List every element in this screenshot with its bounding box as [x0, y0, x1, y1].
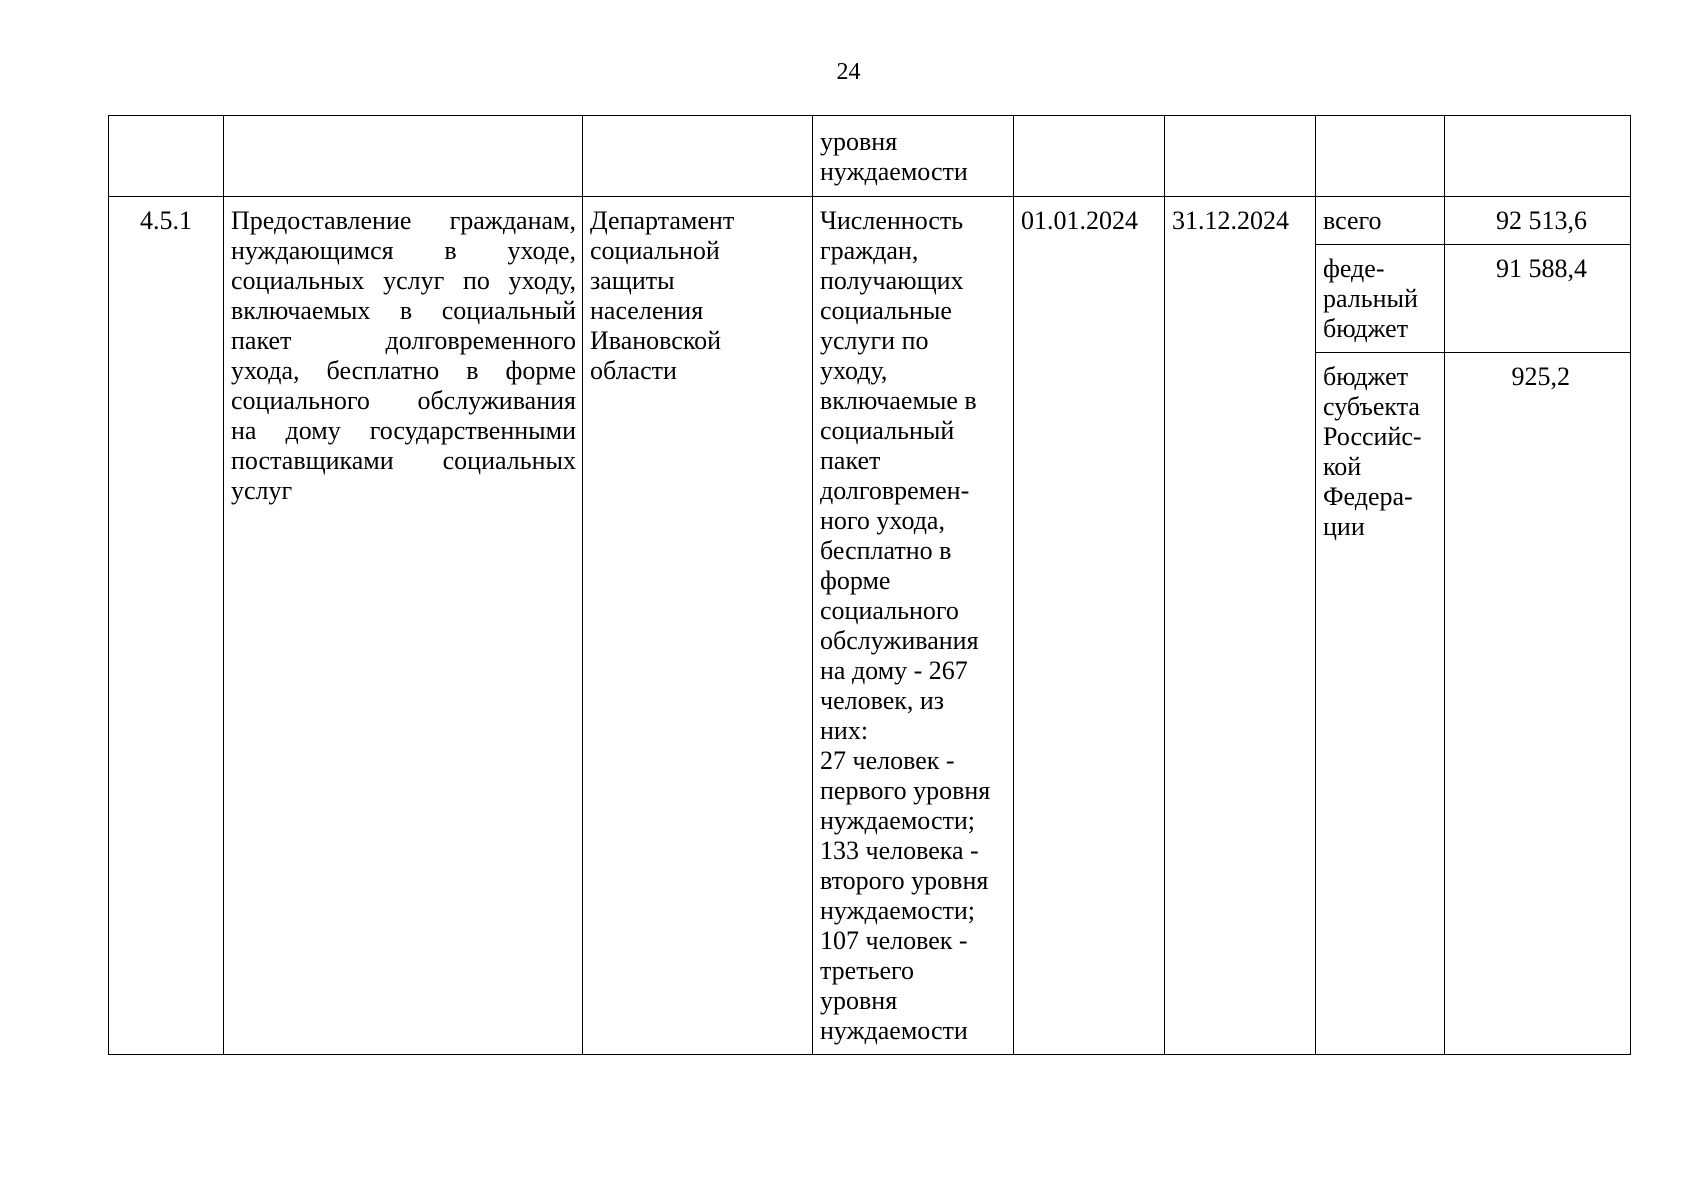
- activity-line: поставщиками социальных: [231, 446, 576, 475]
- activity-line: социальных услуг по уходу,: [231, 266, 576, 295]
- indicator-line: нуждаемости: [820, 157, 968, 186]
- indicator-line: человек, из: [820, 686, 945, 715]
- funding-source-line: феде-: [1323, 254, 1385, 283]
- indicator-line: получающих: [820, 266, 964, 295]
- indicator-line: нуждаемости: [820, 1016, 968, 1045]
- indicator-line: третьего: [820, 956, 914, 985]
- funding-source-line: всего: [1323, 206, 1382, 235]
- cont-executor-cell: [583, 116, 813, 197]
- funding-source-federal: [1316, 245, 1445, 353]
- indicator-line: 27 человек -: [820, 746, 955, 775]
- executor-line: Ивановской: [590, 326, 722, 355]
- funding-source-line: ральный: [1323, 284, 1418, 313]
- indicator-line: первого уровня: [820, 776, 991, 805]
- executor-line: защиты: [590, 266, 675, 295]
- indicator-line: долговремен-: [820, 476, 970, 505]
- activity-line: социального обслуживания: [231, 386, 576, 415]
- activity-line: на дому государственными: [231, 416, 576, 445]
- funding-source-line: Федера-: [1323, 482, 1413, 511]
- activity-line: нуждающимся в уходе,: [231, 236, 576, 265]
- indicator-line: уровня: [820, 986, 898, 1015]
- funding-source-regional: [1316, 353, 1445, 1055]
- cont-start-cell: [1014, 116, 1165, 197]
- cont-activity-cell: [224, 116, 583, 197]
- cont-number-cell: [109, 116, 224, 197]
- indicator-line: Численность: [820, 206, 964, 235]
- end-date-cell: 31.12.2024: [1165, 197, 1316, 1055]
- activity-line: услуг: [231, 476, 293, 505]
- activity-line: Предоставление гражданам,: [231, 206, 576, 235]
- activity-line: ухода, бесплатно в форме: [231, 356, 576, 385]
- indicator-line: 107 человек -: [820, 926, 968, 955]
- activity-line: включаемых в социальный: [231, 296, 576, 325]
- funding-source-line: кой: [1323, 452, 1362, 481]
- indicator-line: второго уровня: [820, 866, 989, 895]
- start-date-cell: 01.01.2024: [1014, 197, 1165, 1055]
- indicator-line: бесплатно в: [820, 536, 952, 565]
- indicator-line: нуждаемости;: [820, 896, 975, 925]
- table-row: [109, 197, 1631, 245]
- funding-source-total: [1316, 197, 1445, 245]
- funding-amount-total: 92 513,6: [1445, 197, 1631, 245]
- funding-amount-regional: 925,2: [1445, 353, 1631, 1055]
- row-number: 4.5.1: [109, 197, 224, 1055]
- executor-line: социальной: [590, 236, 720, 265]
- indicator-line: социальные: [820, 296, 952, 325]
- indicator-line: обслуживания: [820, 626, 979, 655]
- indicator-line: уходу,: [820, 356, 888, 385]
- funding-amount-federal: 91 588,4: [1445, 245, 1631, 353]
- indicator-line: социального: [820, 596, 959, 625]
- indicator-line: 133 человека -: [820, 836, 979, 865]
- page-number: 24: [836, 59, 861, 85]
- indicator-line: ного ухода,: [820, 506, 945, 535]
- indicator-line: уровня: [820, 127, 898, 156]
- activity-cell: [224, 197, 583, 1055]
- funding-source-line: бюджет: [1323, 314, 1409, 343]
- indicator-line: социальный: [820, 416, 955, 445]
- indicator-line: граждан,: [820, 236, 919, 265]
- executor-line: области: [590, 356, 677, 385]
- indicator-line: пакет: [820, 446, 881, 475]
- cont-source-cell: [1316, 116, 1445, 197]
- indicator-line: нуждаемости;: [820, 806, 975, 835]
- indicator-line: форме: [820, 566, 891, 595]
- executor-cell: [583, 197, 813, 1055]
- funding-source-line: бюджет: [1323, 362, 1409, 391]
- indicator-line: включаемые в: [820, 386, 977, 415]
- funding-source-line: субъекта: [1323, 392, 1420, 421]
- executor-line: населения: [590, 296, 704, 325]
- funding-source-line: Российс-: [1323, 422, 1422, 451]
- executor-line: Департамент: [590, 206, 735, 235]
- program-table: [108, 115, 1631, 1055]
- continuation-row: [109, 116, 1631, 197]
- indicator-cell: [813, 197, 1014, 1055]
- indicator-line: услуги по: [820, 326, 929, 355]
- cont-amount-cell: [1445, 116, 1631, 197]
- cont-indicator-cell: [813, 116, 1014, 197]
- indicator-line: на дому - 267: [820, 656, 968, 685]
- activity-line: пакет долговременного: [231, 326, 576, 355]
- cont-end-cell: [1165, 116, 1316, 197]
- funding-source-line: ции: [1323, 512, 1365, 541]
- indicator-line: них:: [820, 716, 869, 745]
